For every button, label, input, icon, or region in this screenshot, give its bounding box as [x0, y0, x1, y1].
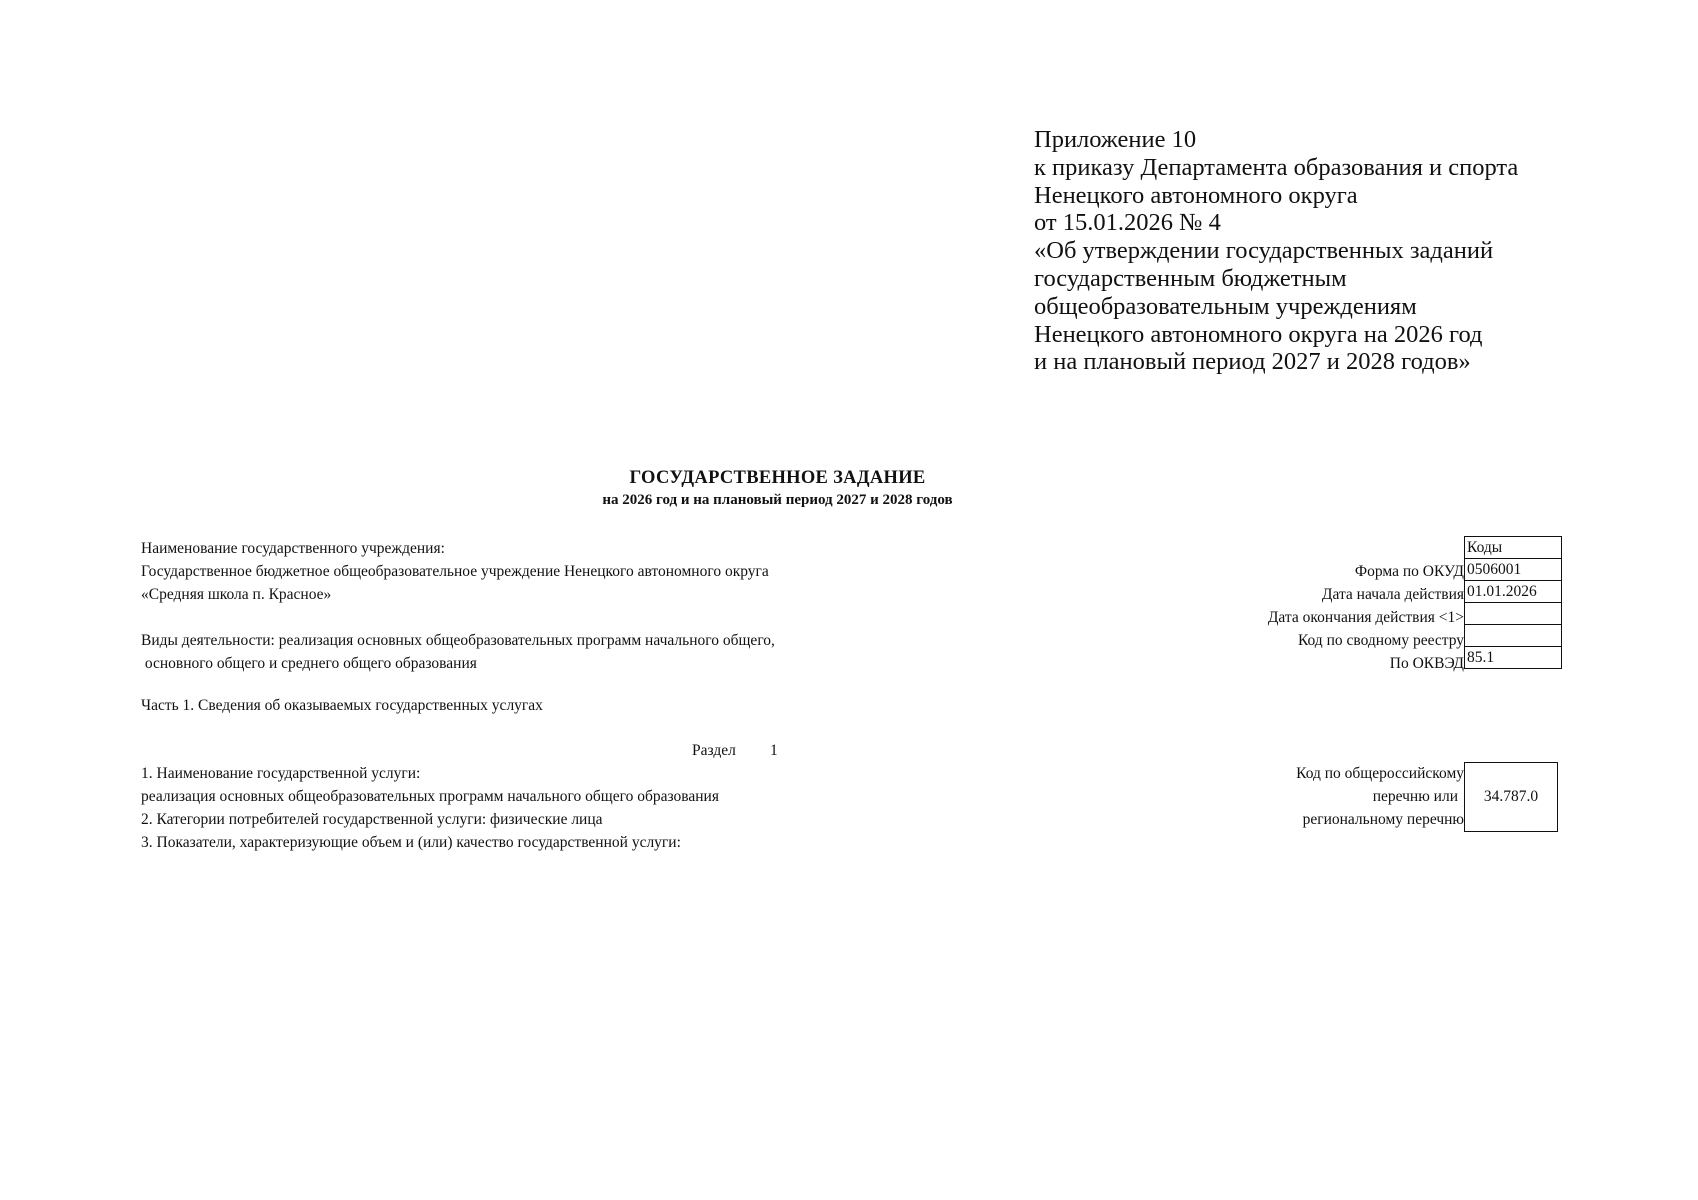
part1-heading: Часть 1. Сведения об оказываемых государственных услугах: [141, 697, 543, 714]
code-value-okud: 0506001: [1465, 559, 1562, 581]
service-indicators: 3. Показатели, характеризующие объем и (или) качество государственной услуги:: [141, 834, 681, 851]
appendix-line: к приказу Департамента образования и спорта: [1034, 153, 1519, 181]
list-code-value: 34.787.0: [1483, 788, 1539, 805]
appendix-line: Ненецкого автономного округа: [1034, 181, 1358, 209]
codes-header: Коды: [1465, 537, 1562, 559]
code-label-start-date: Дата начала действия: [1321, 586, 1464, 603]
section-number: 1: [770, 742, 778, 759]
institution-name-line1: Государственное бюджетное общеобразовательное учреждение Ненецкого автономного округа: [141, 563, 769, 580]
appendix-line: государственным бюджетным: [1034, 264, 1347, 292]
code-label-registry: Код по сводному реестру: [1297, 632, 1464, 649]
service-name-label: 1. Наименование государственной услуги:: [141, 765, 421, 782]
document-subtitle: на 2026 год и на плановый период 2027 и 2028 годов: [602, 492, 953, 508]
appendix-line: Ненецкого автономного округа на 2026 год: [1034, 320, 1483, 348]
code-value-registry: [1465, 625, 1562, 647]
list-code-label-line3: региональному перечню: [1302, 811, 1464, 828]
list-code-label-line1: Код по общероссийскому: [1296, 765, 1464, 782]
appendix-line: общеобразовательным учреждениям: [1034, 292, 1417, 320]
code-label-okved: По ОКВЭД: [1389, 655, 1464, 672]
institution-label: Наименование государственного учреждения:: [141, 540, 445, 557]
activities-line1: Виды деятельности: реализация основных общеобразовательных программ начального общего,: [141, 632, 775, 649]
code-value-end-date: [1465, 603, 1562, 625]
section-label: Раздел: [692, 742, 736, 759]
institution-name-line2: «Средняя школа п. Красное»: [141, 586, 332, 603]
activities-line2: основного общего и среднего общего образования: [141, 655, 477, 672]
appendix-line: и на плановый период 2027 и 2028 годов»: [1034, 348, 1471, 376]
code-label-okud: Форма по ОКУД: [1354, 563, 1464, 580]
code-value-start-date: 01.01.2026: [1465, 581, 1562, 603]
codes-table: [1464, 536, 1562, 669]
code-value-okved: 85.1: [1465, 647, 1562, 669]
list-code-label-line2: перечню или: [1372, 788, 1458, 805]
code-label-end-date: Дата окончания действия <1>: [1267, 609, 1464, 626]
appendix-header: [1034, 126, 1518, 376]
appendix-line: Приложение 10: [1034, 126, 1197, 153]
service-name-value: реализация основных общеобразовательных программ начального общего образования: [141, 788, 719, 805]
document-title: ГОСУДАРСТВЕННОЕ ЗАДАНИЕ: [629, 468, 926, 488]
service-consumers: 2. Категории потребителей государственной услуги: физические лица: [141, 811, 603, 828]
appendix-line: «Об утверждении государственных заданий: [1034, 237, 1494, 265]
list-code-box: [1464, 762, 1558, 832]
appendix-line: от 15.01.2026 № 4: [1034, 209, 1221, 237]
